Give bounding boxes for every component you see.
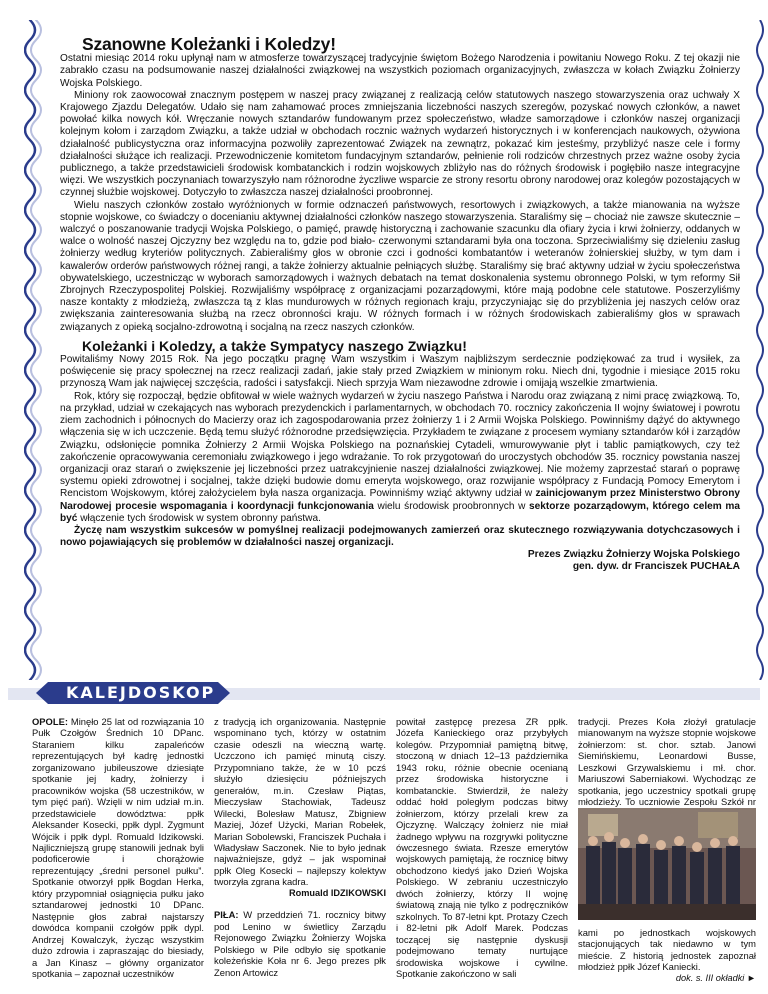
letter-paragraph-3: Wielu naszych członków zostało wyróżnionych w formie odznaczeń państwowych, resortowych i związkowych, a także mianowania na wyższe stopnie wojskowe, co świadczy o docenianiu aktywnej działalności członków naszego stowarzyszenia. Staraliśmy się – chociaż nie zawsze skutecznie – walczyć o poszanowanie tradycji Wojska Polskiego, o pamięć, prawdę historyczną i zachowanie szacunku dla ofiary życia i krwi żołnierzy, oddanych w walce o wolność naszej Ojczyzny bez względu na to, gdzie pod biało- czerwonymi sztandarami była ona toczona. Sprzeciwialiśmy się dzieleniu zasług żołnierzy według kryteriów politycznych. Zabieraliśmy głos w obronie czci i godności kombatantów i weteranów żołnierskiej służby, w tym dam i kawalerów orderów państwowych różnej rangi, a także żołnierzy aktualnie pełniących służbę. Staraliśmy się brać aktywny udział w życiu społeczeństwa obywatelskiego, uczestnicząc w wyborach samorządowych i ważnych debatach na temat doskonalenia systemu obronnego Polski, w tym reformy Sił Zbrojnych Rzeczypospolitej Polskiej. Rozwijaliśmy współpracę z organizacjami pozarządowymi, które mają podobne cele statutowe. Poszerzyliśmy nasze kontakty z młodzieżą, zwłaszcza tą z klas mundurowych w różnych regionach kraju, przyczyniając się do przybliżenia jej naszych celów oraz zwiększania zainteresowania służbą na rzecz obronności kraju. W różnych formach i w różnych środowiskach zabieraliśmy głos w sprawach związanych z opieką socjalno-zdrowotną i socjalną na rzecz naszych członków. <box>60 199 740 333</box>
continued-note: dok. s. III okładki ► <box>675 972 756 983</box>
group-photo-icon <box>578 808 756 920</box>
article-pila-cont-2: tradycji. Prezes Koła złożył gratulacje mianowanym na wyższe stopnie wojskowe żołnierzom: st. chor. sztab. Janowi Siemińskiemu, Leonardowi Busse, Leszkowi Grzywalskiemu i mł. chor. Mariuszowi Saberniakowi. Wychodząc ze spotkania, jego uczestnicy spotkali grupę młodzieży. To uczniowie Zespołu Szkół nr <box>578 716 756 808</box>
article-opole-author: Romuald IDZIKOWSKI <box>289 887 386 898</box>
letter-subtitle: Koleżanki i Koledzy, a także Sympatycy naszego Związku! <box>82 337 467 354</box>
column-2 <box>214 716 386 978</box>
article-pila-end: kami po jednostkach wojskowych stacjonujących tak niedawno w tym mieście. Z historią jednostek zapoznał młodzież ppłk Józef Kaniecki. <box>578 927 756 973</box>
article-pila-cont: powitał zastępcę prezesa ZR ppłk. Józefa Kanieckiego oraz przybyłych kolegów. Przypomniał pamiętną bitwę, stoczoną w dniach 12–13 października 1943 roku, różnie obecnie ocenianą przez środowiska historyczne i kombatanckie. Stwierdził, że należy oddać hołd poległym podczas bitwy żołnierzom, którzy przelali krew za Ojczyznę. Walczący żołnierz nie miał żadnego wpływu na rozgrywki polityczne ówczesnego świata. Rzesze emerytów wojskowych pamiętają, że rocznicę bitwy obchodzono kiedyś jako Dzień Wojska Polskiego. W zebraniu uczestniczyło dwóch żołnierzy, którzy II wojnę światową znają nie tylko z podręczników szkolnych. To 87-letni kpt. Protazy Czech i 82-letni płk Adolf Marek. Podczas toczącej się następnie dyskusji podejmowano tematy nurtujące środowiska wojskowe i cywilne. Spotkanie zakończono w sali <box>396 716 568 979</box>
column-3 <box>396 716 568 979</box>
article-opole-text: Minęło 25 lat od rozwiązania 10 Pułk Czołgów Średnich 10 DPanc. Staraniem kilku zapaleńców reprezentujących był kadrę jednostki zorganizowano jubileuszowe dziesiąte spotkanie jej kadry, żołnierzy i pracowników wojska (58 uczestników, w tym pięć pań). Wzięli w nim udział m.in. przedstawiciele dowództwa: ppłk Aleksander Kosecki, ppłk dypl. Zygmunt Wójcik i ppłk dypl. Romuald Idzikowski. Najliczniejszą grupę stanowili jednak byli podoficerowie i chorążowie reprezentujący „średni personel pułku”. Spotkanie otworzył ppłk Bogdan Herka, który przypomniał osiągnięcia pułku jako sztandarowej jednostki 10 DPanc. Następnie głos zabrał najstarszy dowódca kompanii czołgów ppłk dypl. Andrzej Kowalczyk, życząc wszystkim dużo zdrowia i zapraszając do biesiady, a Jan Kinasz – główny organizator spotkania – zapoznał uczestników <box>32 716 204 979</box>
section-tag-kalejdoskop: KALEJDOSKOP <box>48 682 218 704</box>
editorial-letter <box>60 34 740 573</box>
letter2-paragraph-1: Powitaliśmy Nowy 2015 Rok. Na jego początku pragnę Wam wszystkim i Waszym najbliższym serdecznie podziękować za trud i wysiłek, za poświęcenie się pracy społecznej na rzecz realizacji zadań, jakie stały przed Związkiem w minionym roku. Niech dni, tygodnie i miesiące 2015 roku przynoszą Wam jak najwięcej szczęścia, radości i satysfakcji. Niech sprzyja Wam niezawodne zdrowie i omijają wszelkie zmartwienia. <box>60 354 740 390</box>
letter2-text-a: Rok, który się rozpoczął, będzie obfitował w wiele ważnych wydarzeń w życiu naszego Państwa i Narodu oraz związaną z nimi pracę związkową. To, na przykład, udział w czekających nas wyborach prezydenckich i parlamentarnych, w obchodach 70. rocznicy zakończenia II wojny światowej i powrotu ziem zachodnich i północnych do Macierzy oraz ich zagospodarowania przez żołnierzy 1 i 2 Armii Wojska Polskiego. Powinniśmy dążyć do aktywnego włączenia się w ich uczczenie. Będą temu służyć różnorodne przedsięwzięcia. Przykładem te związane z procesem wymiany sztandarów kół i zarządów Związku, odsłonięcie pomnika Żołnierzy 2 Armii Wojska Polskiego na poznańskiej Cytadeli, wmurowywanie płyt i tablic pamiątkowych, czy też zakończenie opracowywania ceremoniału związkowego i jego wdrażanie. To rok przygotowań do uroczystych obchodów 35. rocznicy powstania naszej organizacji oraz starań o zwiększenie jej liczebności przez uatrakcyjnienie naszej działalności związkowej. Nie możemy zaprzestać starań o poprawę systemu opieki zdrowotnej i socjalnej, także dzięki budowie domu emeryta wojskowego, oraz rozwijanie współpracy z Fundacją Pomocy Emerytom i Rencistom Wojskowym, której założycielem była nasza organizacja. Powinniśmy wziąć aktywny udział w <box>60 390 740 500</box>
wave-border-right-icon <box>754 20 766 680</box>
article-pila-lead: PIŁA: <box>214 909 239 921</box>
letter2-bold-b: zainicjowanym przez Ministerstwo Obrony Narodowej procesie wspomagania i koordynacji funkcjonowania <box>60 488 740 512</box>
column-1 <box>32 716 204 979</box>
article-opole <box>32 716 204 979</box>
article-opole-cont: z tradycją ich organizowania. Następnie wspominano tych, którzy w ostatnim czasie odeszli na wieczną wartę. Uczczono ich pamięć minutą ciszy. Przypomniano także, że w 10 pczś służyło dziesięciu późniejszych generałów, m.in. Czesław Piątas, Mieczysław Stachowiak, Tadeusz Wilecki, Bolesław Matusz, Zbigniew Maziej, Józef Użycki, Marian Robełek, Marian Sobolewski, Franciszek Puchała i Władysław Saczonek. Nie to było jednak najważniejsze, gdyż – jak wspominał ppłk Oleg Kosecki – najlepszy kolektyw tworzyła zgrana kadra. <box>214 716 386 888</box>
letter2-bold-d: sektorze pozarządowym, którego celem ma być <box>60 500 740 524</box>
letter2-paragraph-3: Życzę nam wszystkim sukcesów w pomyślnej realizacji podejmowanych zamierzeń oraz skutecznego rozwiązywania dotychczasowych i nowo pojawiających się problemów w działalności naszej organizacji. <box>60 524 740 549</box>
wave-border-left-icon <box>24 20 46 680</box>
letter-title: Szanowne Koleżanki i Koledzy! <box>82 34 336 54</box>
letter-paragraph-1: Ostatni miesiąc 2014 roku upłynął nam w atmosferze towarzyszącej tradycyjnie świętom Bożego Narodzenia i powitaniu Nowego Roku. Z tej okazji nie zabrakło czasu na podsumowanie naszej działalności związkowej na wszystkich poziomach organizacyjnych, zwłaszcza w kołach Związku Żołnierzy Wojska Polskiego. <box>60 53 740 89</box>
section-banner <box>8 682 760 704</box>
signature-line-1: Prezes Związku Żołnierzy Wojska Polskiego <box>527 549 740 561</box>
letter-paragraph-2: Miniony rok zaowocował znacznym postępem w naszej pracy związanej z realizacją celów statutowych naszego stowarzyszenia oraz uchwały X Krajowego Zjazdu Delegatów. Udało się nam zahamować proces zmniejszania liczebności naszych szeregów, pozyskać nowych członków, a nawet powołać kilka nowych kół. Wręczanie nowych sztandarów fundowanym przez społeczeństwo, władze samorządowe i członków naszej organizacji kolejnym kołom i zarządom Związku, a także udział w obchodach rocznic ważnych wydarzeń historycznych i w konferencjach naukowych, ożywiona działalność publicystyczna oraz informacyjna pozwoliły zaprezentować Związek na zewnątrz, pokazać kim jesteśmy, przybliżyć nasze cele i formy działalności służące ich realizacji. Przewodniczenie komitetom fundacyjnym sztandarów, pełnienie roli rodziców chrzestnych przez ważne osoby życia publicznego, a także przedstawicieli środowisk kombatanckich i rodzin wojskowych zbliżyło nas do różnych środowisk i pogłębiło nasze integracyjne więzi. We wszystkich poczynaniach towarzyszyło nam różnorodne życzliwe wsparcie ze strony resortu obrony narodowej oraz kolegów pozostających w czynnej służbie wojskowej. Dotyczyło to zwłaszcza naszej działalności proobronnej. <box>60 89 740 199</box>
article-opole-lead: OPOLE: <box>32 716 68 727</box>
group-photo <box>578 808 756 920</box>
article-pila-text: W przeddzień 71. rocznicy bitwy pod Lenino w świetlicy Zarządu Rejonowego Związku Żołnierzy Wojska Polskiego w Pile odbyło się spotkanie koleżeńskie Koła nr 6. Jego prezes płk Zenon Artowicz <box>214 909 386 978</box>
column-4-bottom <box>578 927 756 984</box>
letter2-paragraph-2 <box>60 391 740 525</box>
letter2-text-c: wielu środowisk proobronnych w <box>373 500 530 512</box>
article-pila <box>214 909 386 978</box>
signature-line-2: gen. dyw. dr Franciszek PUCHAŁA <box>572 561 740 573</box>
letter2-text-e: włączenie tych środowisk w system obronny państwa. <box>77 512 321 524</box>
